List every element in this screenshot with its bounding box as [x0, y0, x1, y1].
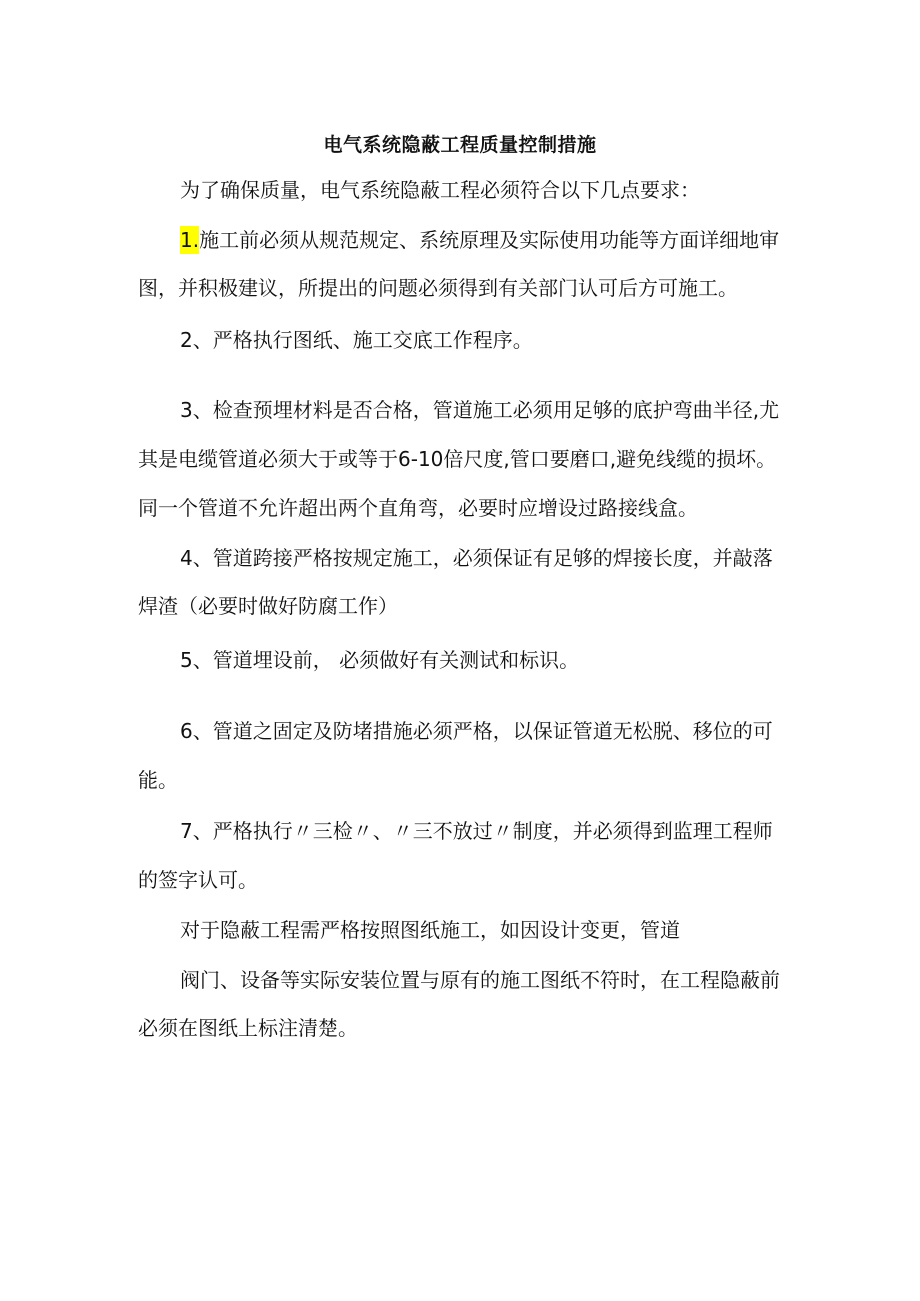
document-title: 电气系统隐蔽工程质量控制措施 [323, 134, 597, 156]
item-4-line-1: 4、管道跨接严格按规定施工，必须保证有足够的焊接长度，并敲落 [180, 546, 773, 570]
item-6-line-1: 6、管道之固定及防堵措施必须严格，以保证管道无松脱、移位的可 [180, 719, 773, 743]
intro-paragraph: 为了确保质量，电气系统隐蔽工程必须符合以下几点要求： [180, 178, 700, 202]
item-3-line-3: 同一个管道不允许超出两个直角弯，必要时应增设过路接线盒。 [138, 496, 698, 520]
item-4-line-2: 焊渣（必要时做好防腐工作） [138, 594, 398, 618]
closing-line-2: 阀门、设备等实际安装位置与原有的施工图纸不符时，在工程隐蔽前 [180, 968, 780, 992]
item-1-line-1 [180, 228, 779, 252]
item-7-line-1: 7、严格执行〃三检〃、〃三不放过〃制度，并必须得到监理工程师 [180, 819, 773, 843]
item-5: 5、管道埋设前， 必须做好有关测试和标识。 [180, 648, 580, 672]
item-1-number-highlight: 1. [180, 228, 200, 252]
item-7-line-2: 的签字认可。 [138, 868, 258, 892]
item-6-line-2: 能。 [138, 768, 178, 792]
closing-line-3: 必须在图纸上标注清楚。 [138, 1016, 358, 1040]
item-3-line-1: 3、检查预埋材料是否合格，管道施工必须用足够的底护弯曲半径,尤 [180, 398, 780, 422]
item-2: 2、严格执行图纸、施工交底工作程序。 [180, 328, 533, 352]
item-3-line-2: 其是电缆管道必须大于或等于6-10倍尺度,管口要磨口,避免线缆的损坏。 [138, 447, 777, 471]
item-1-line-2: 图，并积极建议，所提出的问题必须得到有关部门认可后方可施工。 [138, 276, 738, 300]
closing-line-1: 对于隐蔽工程需严格按照图纸施工，如因设计变更，管道 [180, 918, 680, 942]
item-1-text: 施工前必须从规范规定、系统原理及实际使用功能等方面详细地审 [199, 228, 780, 252]
